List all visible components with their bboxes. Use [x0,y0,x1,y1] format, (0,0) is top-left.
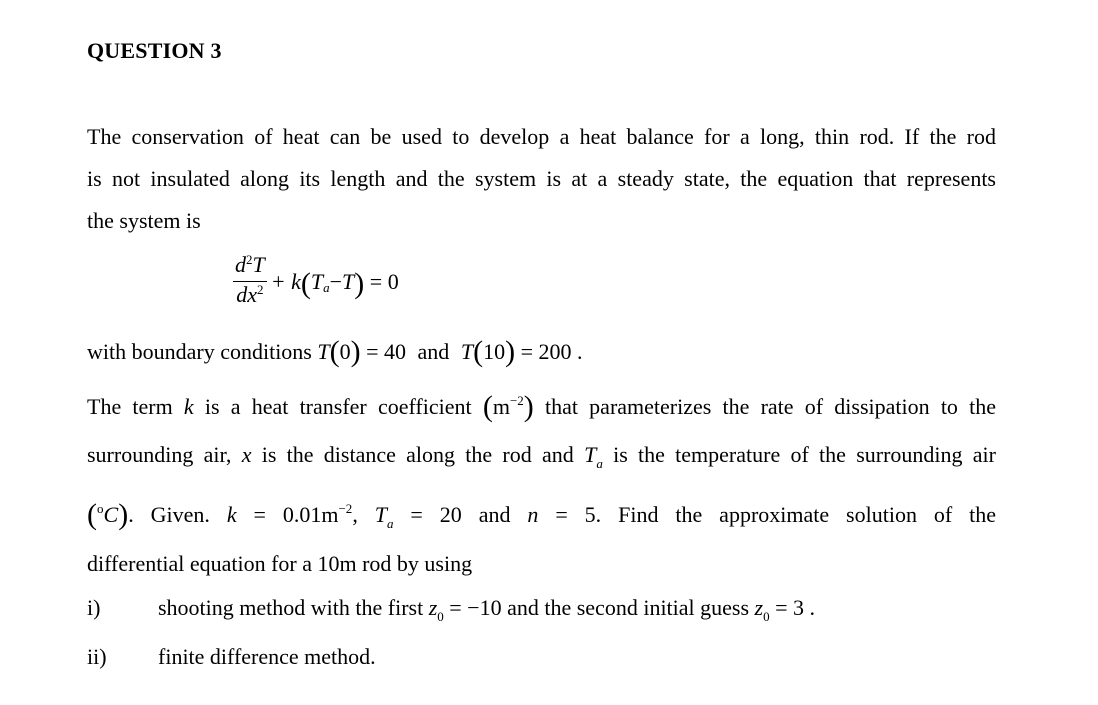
differential-equation [233,252,399,311]
boundary-text: with boundary conditions [87,339,312,364]
equation-var-T: T [342,268,355,294]
list-item-text: shooting method with the first $z_0 = -10$ and the second initial guess $z_0 = 3$ . [158,595,816,624]
var-T: T [584,442,597,467]
left-paren: ( [329,335,340,368]
var-x: x [241,442,252,467]
fraction-numerator: $d^2T$ [235,252,265,277]
right-paren: ) [350,335,361,368]
equation-var-T: T [310,268,324,294]
celsius-unit: ($^o$C). Given. [87,498,210,531]
paragraph-line: ($^o$C). Given. $k = 0.01m^{-2}$, $T_a = 20$ and n = 5. Find the approximate solution of the [87,498,997,531]
bc2-var: T [460,339,474,364]
bc1-var: T [317,339,330,364]
list-item-number: ii) [87,644,107,669]
boundary-conditions [87,333,582,367]
unit-parenthetical: $(m^{-2})$ [482,390,534,423]
right-paren: ) [354,266,365,300]
left-paren: ( [300,266,311,300]
list-item-text: finite difference method. [158,644,376,669]
paragraph-line: surrounding air, x is the distance along the rod and $T_a$ is the temperature of the surrounding air [87,442,996,471]
var-n: n [527,502,539,527]
equation-minus: − [329,268,343,294]
var-T: T [374,502,387,527]
boundary-and: and [417,339,450,364]
fraction-denominator: $dx^2$ [236,282,264,307]
paragraph-line: is not insulated along its length and the system is at a steady state, the equation that represents [87,166,996,191]
bc2-arg: 10 [483,339,506,364]
paragraph-line: The term k is a heat transfer coefficient $(m^{-2})$ that parameterizes the rate of dissipation to the [87,390,997,423]
second-derivative-fraction [233,252,267,311]
list-item-number: i) [87,595,101,620]
paragraph-line: differential equation for a 10m rod by using [87,551,473,576]
var-k: k [226,502,237,527]
right-paren: ) [505,335,516,368]
question-title: QUESTION 3 [87,38,222,63]
left-paren: ( [473,335,484,368]
bc2-value: = 200 . [515,339,583,364]
bc1-value: = 40 [360,339,407,364]
paragraph-line: The conservation of heat can be used to develop a heat balance for a long, thin rod. If the rod [87,124,996,149]
var-k: k [183,394,194,419]
equation-term: + k [270,268,301,294]
equation-equals: = 0 [364,268,399,294]
equation-sub-a: a [323,279,330,295]
paragraph-line: the system is [87,208,201,233]
bc1-arg: 0 [339,339,351,364]
